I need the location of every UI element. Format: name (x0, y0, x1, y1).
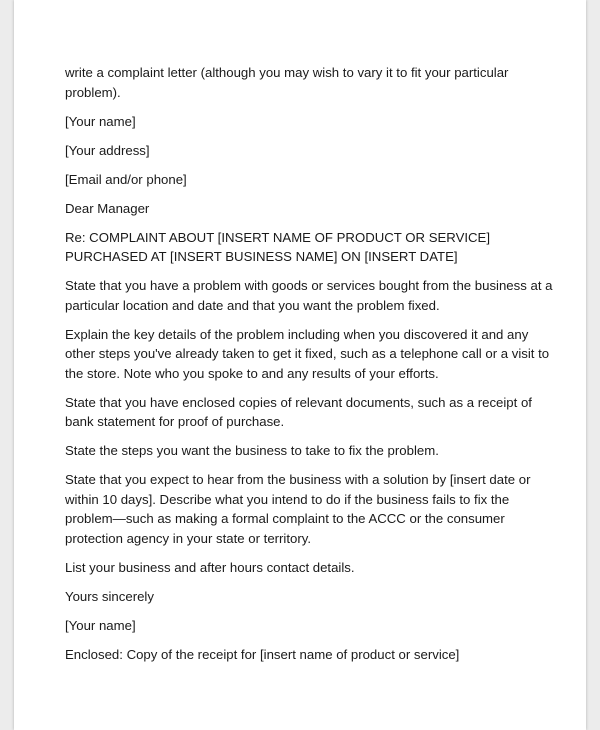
enclosed-documents: State that you have enclosed copies of relevant documents, such as a receipt of bank statement for proof of purchase. (65, 394, 532, 429)
expected-response: State that you expect to hear from the business with a solution by [insert date or within 10 days]. Describe what you intend to do if the business fails to fix the problem—such as making a formal complaint to the ACCC or the consumer protection agency in your state or territory. (65, 472, 531, 546)
letter-body (65, 63, 560, 674)
intro-line: write a complaint letter (although you may wish to vary it to fit your particular problem). (65, 65, 509, 100)
closing: Yours sincerely (65, 588, 154, 604)
sender-contact-placeholder: [Email and/or phone] (65, 171, 187, 187)
problem-details: Explain the key details of the problem including when you discovered it and any other steps you've already taken to get it fixed, such as a telephone call or a visit to the store. Note who you spoke to and any results of your efforts. (65, 326, 550, 381)
signature-name-placeholder: [Your name] (65, 617, 136, 633)
contact-details-line: List your business and after hours contact details. (65, 559, 355, 575)
subject-line: Re: COMPLAINT ABOUT [INSERT NAME OF PRODUCT OR SERVICE] PURCHASED AT [INSERT BUSINESS NAME] ON [INSERT DATE] (65, 229, 491, 264)
problem-statement: State that you have a problem with goods or services bought from the business at a particular location and date and that you want the problem fixed. (65, 278, 553, 313)
sender-name-placeholder: [Your name] (65, 113, 136, 129)
document-page (14, 0, 586, 730)
salutation: Dear Manager (65, 200, 150, 216)
enclosure-line: Enclosed: Copy of the receipt for [insert name of product or service] (65, 646, 460, 662)
sender-address-placeholder: [Your address] (65, 142, 150, 158)
requested-steps: State the steps you want the business to take to fix the problem. (65, 443, 439, 458)
